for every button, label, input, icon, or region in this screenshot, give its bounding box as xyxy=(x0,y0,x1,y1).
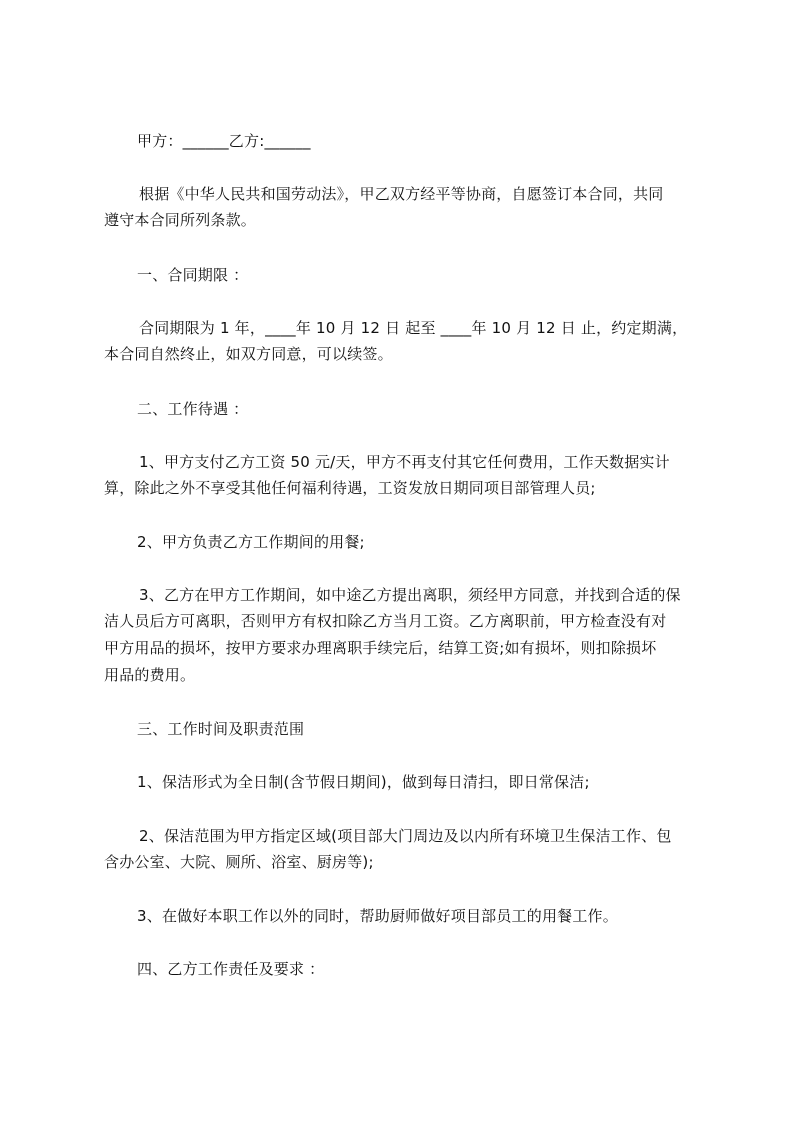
benefit-item-3-line-1: 3、乙方在甲方工作期间，如中途乙方提出离职，须经甲方同意，并找到合适的保 xyxy=(139,586,681,604)
intro-paragraph-line-2: 遵守本合同所列条款。 xyxy=(104,211,257,229)
benefit-item-1-line-1: 1、甲方支付乙方工资 50 元/天，甲方不再支付其它任何费用，工作天数据实计 xyxy=(139,453,670,471)
section-4-heading: 四、乙方工作责任及要求 ： xyxy=(137,960,325,978)
term-paragraph-line-2: 本合同自然终止，如双方同意，可以续签。 xyxy=(104,345,393,363)
intro-paragraph-line-1: 根据《中华人民共和国劳动法》，甲乙双方经平等协商，自愿签订本合同，共同 xyxy=(139,185,664,203)
duty-item-2-line-2: 含办公室、大院、厕所、浴室、厨房等); xyxy=(104,853,374,871)
section-2-heading: 二、工作待遇 ： xyxy=(137,400,249,418)
benefit-item-3-line-4: 用品的费用。 xyxy=(104,666,196,684)
duty-item-1: 1、保洁形式为全日制(含节假日期间)，做到每日清扫，即日常保洁; xyxy=(137,773,590,791)
term-paragraph-line-1: 合同期限为 1 年，____年 10 月 12 日 起至 ____年 10 月 12 日 止，约定期满， xyxy=(139,319,688,337)
benefit-item-3-line-2: 洁人员后方可离职，否则甲方有权扣除乙方当月工资。乙方离职前，甲方检查没有对 xyxy=(104,612,667,630)
section-1-heading: 一、合同期限 ： xyxy=(137,266,249,284)
duty-item-3: 3、在做好本职工作以外的同时，帮助厨师做好项目部员工的用餐工作。 xyxy=(137,907,618,925)
parties-line: 甲方：______乙方:______ xyxy=(137,132,311,150)
benefit-item-2: 2、甲方负责乙方工作期间的用餐; xyxy=(137,533,365,551)
section-3-heading: 三、工作时间及职责范围 xyxy=(137,720,305,738)
duty-item-2-line-1: 2、保洁范围为甲方指定区域(项目部大门周边及以内所有环境卫生保洁工作、包 xyxy=(139,827,672,845)
benefit-item-3-line-3: 甲方用品的损坏，按甲方要求办理离职手续完后，结算工资;如有损坏，则扣除损坏 xyxy=(104,639,657,657)
benefit-item-1-line-2: 算，除此之外不享受其他任何福利待遇，工资发放日期同项目部管理人员; xyxy=(104,479,596,497)
